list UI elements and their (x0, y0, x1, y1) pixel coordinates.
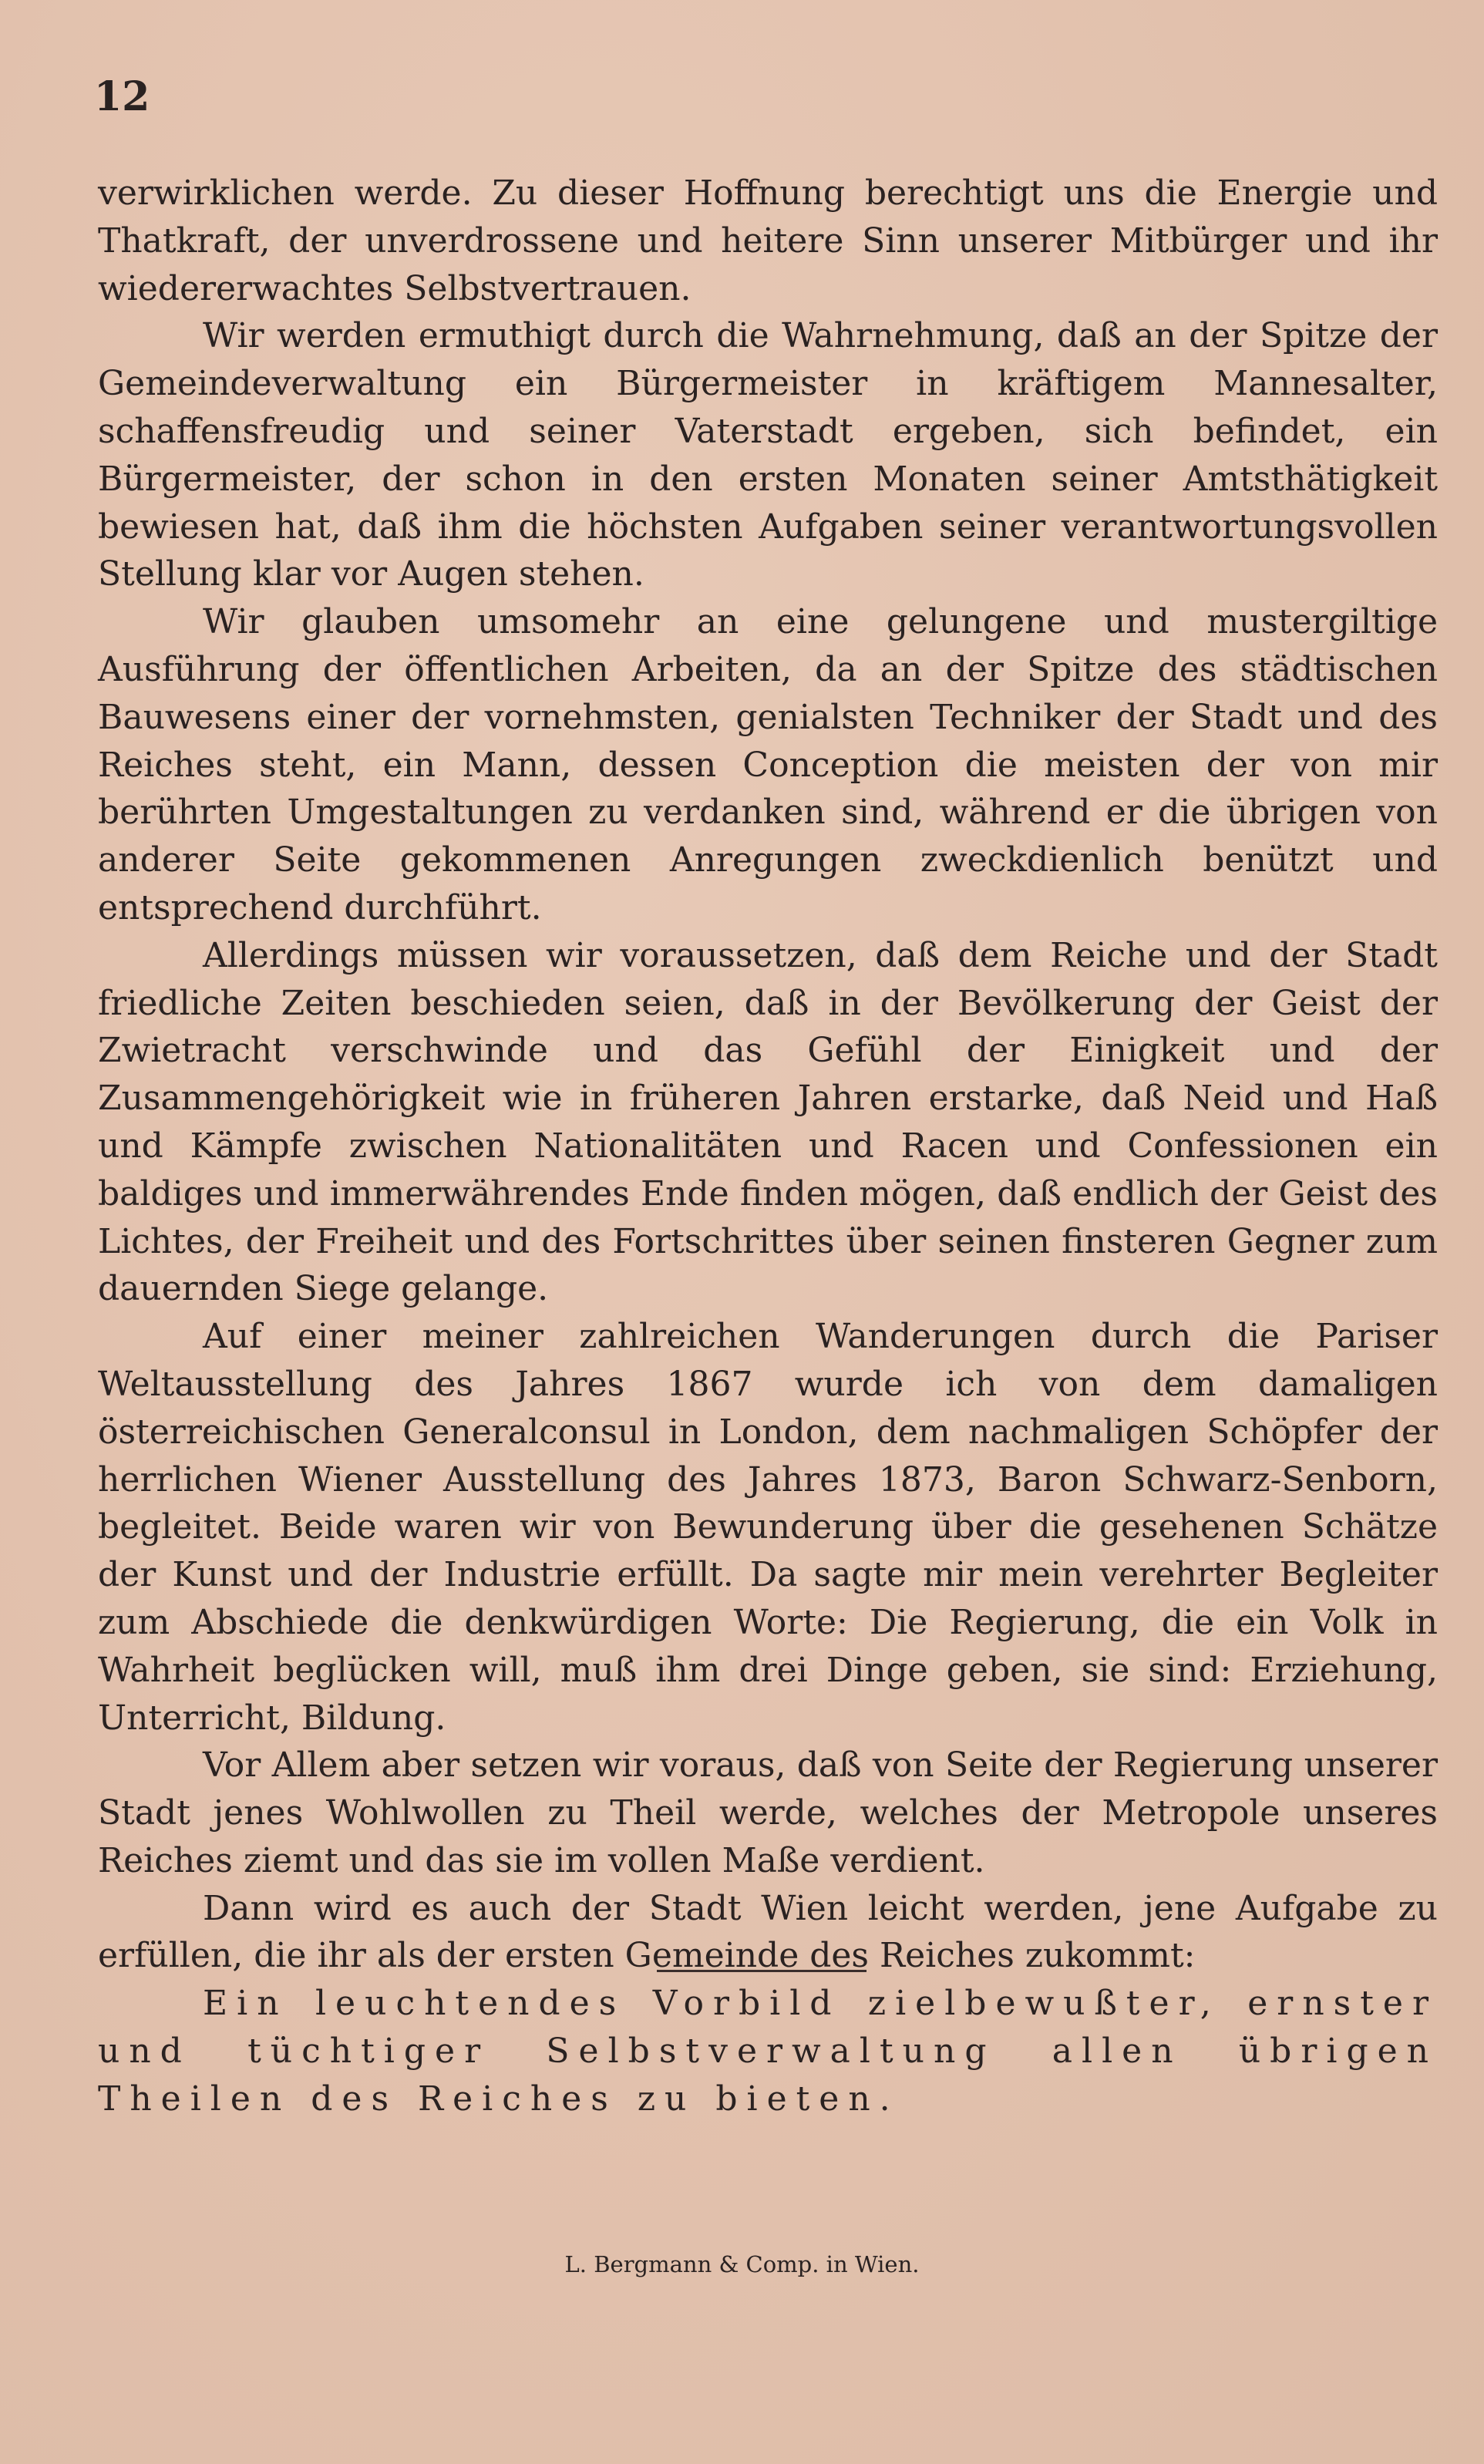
paragraph-7: Dann wird es auch der Stadt Wien leicht werden, jene Aufgabe zu erfüllen, die ihr als der ersten Gemeinde des Reiches zukommt: (98, 1888, 1438, 1976)
paragraph-2: Wir werden ermuthigt durch die Wahrnehmung, daß an der Spitze der Gemeindeverwaltung ein Bürgermeister in kräftigem Mannesalter, schaffensfreudig und seiner Vaterstadt ergeben, sich befindet, ein Bürgermeister, der schon in den ersten Monaten seiner Amtsthätigkeit bewiesen hat, daß ihm die höchsten Aufgaben seiner verantwortungsvollen Stellung klar vor Augen stehen. (98, 316, 1438, 594)
paragraph-8-spaced-motto: Ein leuchtendes Vorbild zielbewußter, ernster und tüchtiger Selbstverwaltung allen übrigen Theilen des Reiches zu bieten. (98, 1984, 1438, 2119)
closing-rule (657, 1970, 867, 1972)
paragraph-1: verwirklichen werde. Zu dieser Hoffnung berechtigt uns die Energie und Thatkraft, der unverdrossene und heitere Sinn unserer Mitbürger und ihr wiedererwachtes Selbstvertrauen. (98, 173, 1438, 308)
paragraph-3: Wir glauben umsomehr an eine gelungene und mustergiltige Ausführung der öffentlichen Arbeiten, da an der Spitze des städtischen Bauwesens einer der vornehmsten, genialsten Techniker der Stadt und des Reiches steht, ein Mann, dessen Conception die meisten der von mir berührten Umgestaltungen zu verdanken sind, während er die übrigen von anderer Seite gekommenen Anregungen zweckdienlich benützt und entsprechend durchführt. (98, 602, 1438, 927)
page-number: 12 (94, 73, 150, 120)
paragraph-5: Auf einer meiner zahlreichen Wanderungen durch die Pariser Weltausstellung des Jahres 1867 wurde ich von dem damaligen österreichischen Generalconsul in London, dem nachmaligen Schöpfer der herrlichen Wiener Ausstellung des Jahres 1873, Baron Schwarz-Senborn, begleitet. Beide waren wir von Bewunderung über die gesehenen Schätze der Kunst und der Industrie erfüllt. Da sagte mir mein verehrter Begleiter zum Abschiede die denkwürdigen Worte: Die Regierung, die ein Volk in Wahrheit beglücken will, muß ihm drei Dinge geben, sie sind: Erziehung, Unterricht, Bildung. (98, 1317, 1438, 1738)
paragraph-4: Allerdings müssen wir voraussetzen, daß dem Reiche und der Stadt friedliche Zeiten beschieden seien, daß in der Bevölkerung der Geist der Zwietracht verschwinde und das Gefühl der Einigkeit und der Zusammengehörigkeit wie in früheren Jahren erstarke, daß Neid und Haß und Kämpfe zwischen Nationalitäten und Racen und Confessionen ein baldiges und immerwährendes Ende finden mögen, daß endlich der Geist des Lichtes, der Freiheit und des Fortschrittes über seinen finsteren Gegner zum dauernden Siege gelange. (98, 935, 1438, 1309)
paragraph-6: Vor Allem aber setzen wir voraus, daß von Seite der Regierung unserer Stadt jenes Wohlwollen zu Theil werde, welches der Metropole unseres Reiches ziemt und das sie im vollen Maße verdient. (98, 1745, 1438, 1880)
body-text (98, 170, 1438, 2123)
printer-imprint: L. Bergmann & Comp. in Wien. (564, 2251, 920, 2277)
